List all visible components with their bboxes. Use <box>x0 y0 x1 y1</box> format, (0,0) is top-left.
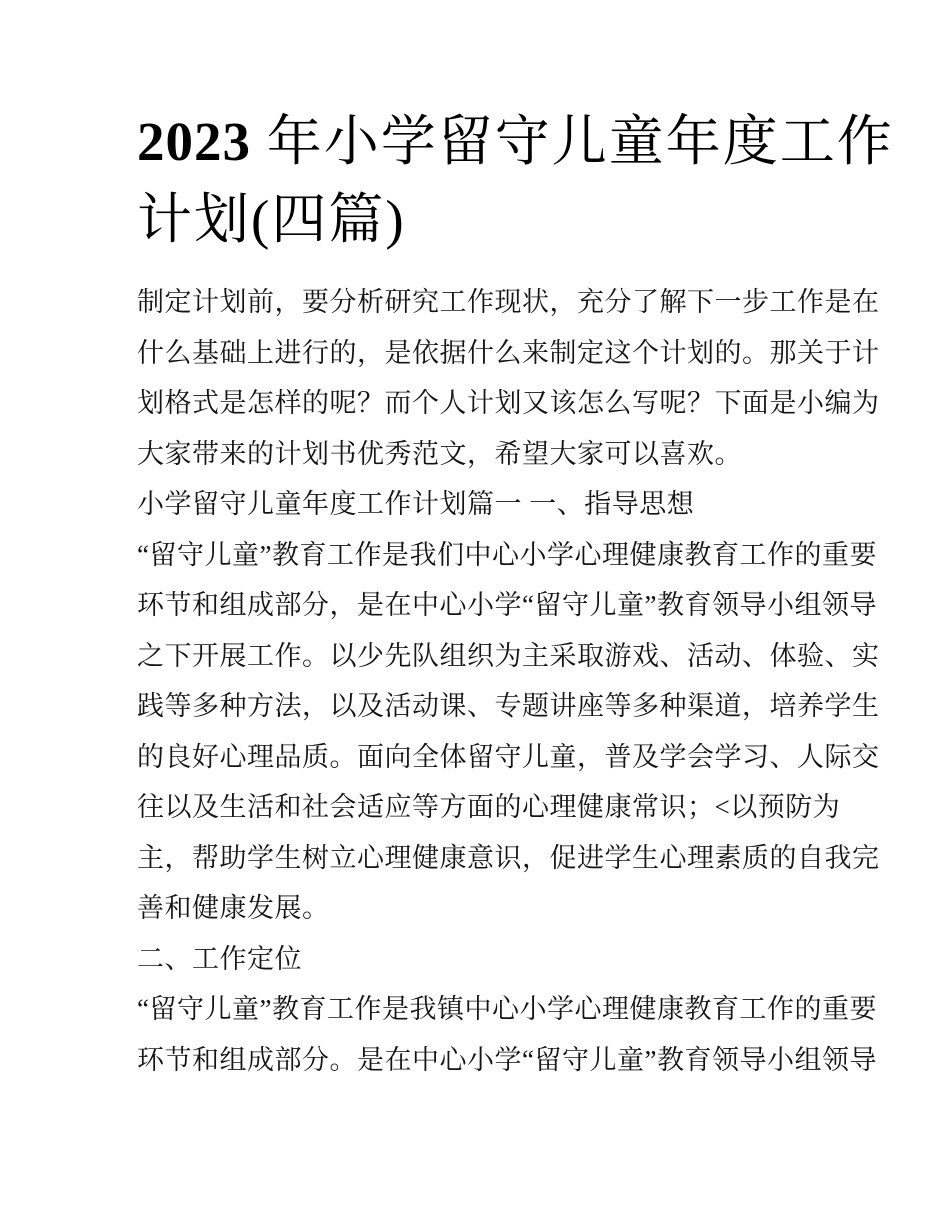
body-line: 划格式是怎样的呢？而个人计划又该怎么写呢？下面是小编为 <box>137 388 880 418</box>
body-line: 的良好心理品质。面向全体留守儿童，普及学会学习、人际交 <box>137 741 880 772</box>
title-year: 2023 <box>137 111 251 172</box>
body-line: 制定计划前，要分析研究工作现状，充分了解下一步工作是在 <box>137 287 880 317</box>
document-body <box>137 277 880 1085</box>
body-line-section-heading: 小学留守儿童年度工作计划篇一 一、指导思想 <box>137 489 695 519</box>
body-line: 之下开展工作。以少先队组织为主采取游戏、活动、体验、实 <box>137 640 880 671</box>
body-line: 环节和组成部分，是在中心小学“留守儿童”教育领导小组领导 <box>137 590 877 620</box>
body-line: 大家带来的计划书优秀范文，希望大家可以喜欢。 <box>137 438 742 469</box>
body-line: 主，帮助学生树立心理健康意识，促进学生心理素质的自我完 <box>137 842 880 873</box>
body-line: 往以及生活和社会适应等方面的心理健康常识；<以预防为 <box>137 792 841 822</box>
title-line-1 <box>137 103 894 181</box>
body-line: 什么基础上进行的，是依据什么来制定这个计划的。那关于计 <box>137 337 880 368</box>
body-line: 环节和组成部分。是在中心小学“留守儿童”教育领导小组领导 <box>137 1044 877 1075</box>
body-line-section-heading: 二、工作定位 <box>137 943 302 974</box>
title-line-1-text: 年小学留守儿童年度工作 <box>251 111 894 172</box>
body-line: “留守儿童”教育工作是我镇中心小学心理健康教育工作的重要 <box>137 994 877 1024</box>
title-line-2: 计划(四篇) <box>137 189 406 250</box>
document-title <box>137 103 894 259</box>
body-line: “留守儿童”教育工作是我们中心小学心理健康教育工作的重要 <box>137 539 877 570</box>
body-line: 善和健康发展。 <box>137 893 330 923</box>
body-line: 践等多种方法，以及活动课、专题讲座等多种渠道，培养学生 <box>137 691 880 721</box>
